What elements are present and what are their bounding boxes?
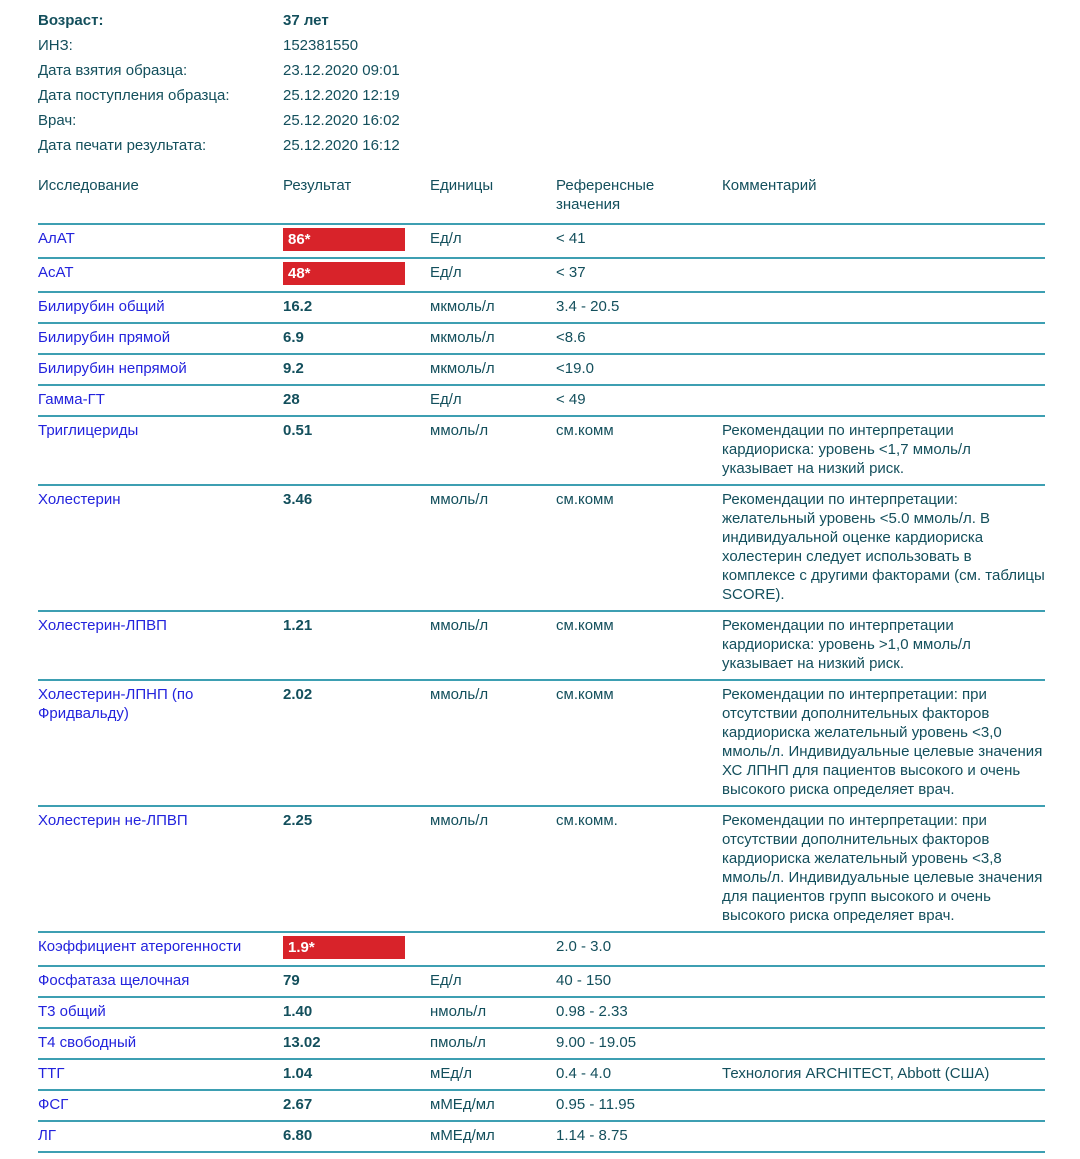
result-value: 1.40 xyxy=(283,1003,313,1020)
table-row xyxy=(38,1059,1045,1090)
test-name-link[interactable]: АлАТ xyxy=(38,230,75,247)
reference-range-cell: 2.0 - 3.0 xyxy=(556,932,722,966)
table-row xyxy=(38,1090,1045,1121)
test-name-link[interactable]: Билирубин общий xyxy=(38,298,165,315)
comment-cell: Технология ARCHITECT, Abbott (США) xyxy=(722,1059,1045,1090)
units-cell: ммоль/л xyxy=(430,611,556,680)
result-value: 1.21 xyxy=(283,617,313,634)
reference-range-cell: см.комм. xyxy=(556,806,722,932)
test-name-cell xyxy=(38,966,283,997)
units-cell: Ед/л xyxy=(430,224,556,258)
comment-cell xyxy=(722,292,1045,323)
table-row xyxy=(38,224,1045,258)
comment-cell xyxy=(722,1121,1045,1152)
table-row xyxy=(38,292,1045,323)
comment-cell xyxy=(722,932,1045,966)
units-cell: мкмоль/л xyxy=(430,354,556,385)
comment-cell xyxy=(722,1090,1045,1121)
result-value: 13.02 xyxy=(283,1034,321,1051)
table-row xyxy=(38,611,1045,680)
patient-field-row xyxy=(38,83,1045,108)
patient-field-value: 25.12.2020 16:12 xyxy=(283,137,400,154)
result-value: 6.9 xyxy=(283,329,304,346)
result-cell xyxy=(283,680,430,806)
patient-field-label: Врач: xyxy=(38,112,77,129)
comment-cell: Рекомендации по интерпретации: при отсутствии дополнительных факторов кардиориска желательный уровень <3,8 ммоль/л. Индивидуальные целевые значения для пациентов групп высокого и очень высокого риска определяет врач. xyxy=(722,806,1045,932)
test-name-link[interactable]: Триглицериды xyxy=(38,422,139,439)
result-cell xyxy=(283,1121,430,1152)
result-value: 2.67 xyxy=(283,1096,313,1113)
comment-cell: Рекомендации по интерпретации кардиориска: уровень <1,7 ммоль/л указывает на низкий риск. xyxy=(722,416,1045,485)
units-cell xyxy=(430,932,556,966)
reference-range-cell: < 37 xyxy=(556,258,722,292)
column-header-test: Исследование xyxy=(38,174,283,224)
test-name-cell xyxy=(38,323,283,354)
test-name-link[interactable]: Билирубин прямой xyxy=(38,329,171,346)
reference-range-cell: 0.98 - 2.33 xyxy=(556,997,722,1028)
reference-range-cell: 40 - 150 xyxy=(556,966,722,997)
result-cell xyxy=(283,258,430,292)
result-value: 28 xyxy=(283,391,300,408)
patient-field-value: 152381550 xyxy=(283,37,359,54)
result-value: 9.2 xyxy=(283,360,304,377)
result-value-flagged: 86* xyxy=(283,228,405,251)
comment-cell xyxy=(722,323,1045,354)
units-cell: ммоль/л xyxy=(430,680,556,806)
units-cell: мМЕд/мл xyxy=(430,1090,556,1121)
test-name-cell xyxy=(38,932,283,966)
test-name-cell xyxy=(38,611,283,680)
patient-field-value: 23.12.2020 09:01 xyxy=(283,62,400,79)
patient-field-row xyxy=(38,58,1045,83)
result-cell xyxy=(283,385,430,416)
test-name-cell xyxy=(38,416,283,485)
comment-cell xyxy=(722,997,1045,1028)
reference-range-cell: <8.6 xyxy=(556,323,722,354)
result-cell xyxy=(283,997,430,1028)
test-name-link[interactable]: Гамма-ГТ xyxy=(38,391,105,408)
test-name-cell xyxy=(38,292,283,323)
comment-cell xyxy=(722,258,1045,292)
test-name-link[interactable]: Т4 свободный xyxy=(38,1034,137,1051)
reference-range-cell: 1.14 - 8.75 xyxy=(556,1121,722,1152)
table-row xyxy=(38,1028,1045,1059)
units-cell: пмоль/л xyxy=(430,1028,556,1059)
units-cell: мкмоль/л xyxy=(430,292,556,323)
reference-range-cell: 0.4 - 4.0 xyxy=(556,1059,722,1090)
table-row xyxy=(38,1121,1045,1152)
results-table-header xyxy=(38,174,1045,224)
table-row xyxy=(38,966,1045,997)
test-name-cell xyxy=(38,997,283,1028)
test-name-cell xyxy=(38,258,283,292)
test-name-link[interactable]: Фосфатаза щелочная xyxy=(38,972,190,989)
result-value: 16.2 xyxy=(283,298,313,315)
result-value: 79 xyxy=(283,972,300,989)
units-cell: мЕд/л xyxy=(430,1059,556,1090)
test-name-link[interactable]: АсАТ xyxy=(38,264,74,281)
test-name-link[interactable]: Холестерин-ЛПНП (по Фридвальду) xyxy=(38,686,194,722)
test-name-link[interactable]: ФСГ xyxy=(38,1096,69,1113)
test-name-link[interactable]: Коэффициент атерогенности xyxy=(38,938,242,955)
result-value: 3.46 xyxy=(283,491,313,508)
test-name-cell xyxy=(38,680,283,806)
result-cell xyxy=(283,323,430,354)
result-cell xyxy=(283,354,430,385)
patient-field-row xyxy=(38,8,1045,33)
result-value: 2.25 xyxy=(283,812,313,829)
result-cell xyxy=(283,1028,430,1059)
comment-cell xyxy=(722,966,1045,997)
reference-range-cell: см.комм xyxy=(556,680,722,806)
reference-range-cell: < 41 xyxy=(556,224,722,258)
result-value-flagged: 48* xyxy=(283,262,405,285)
patient-field-label: Дата взятия образца: xyxy=(38,62,188,79)
units-cell: Ед/л xyxy=(430,966,556,997)
table-row xyxy=(38,354,1045,385)
column-header-comment: Комментарий xyxy=(722,174,1045,224)
result-cell xyxy=(283,485,430,611)
reference-range-cell: 3.4 - 20.5 xyxy=(556,292,722,323)
reference-range-cell: см.комм xyxy=(556,611,722,680)
table-row xyxy=(38,485,1045,611)
units-cell: ммоль/л xyxy=(430,416,556,485)
table-row xyxy=(38,385,1045,416)
comment-cell xyxy=(722,224,1045,258)
units-cell: мМЕд/мл xyxy=(430,1121,556,1152)
table-row xyxy=(38,258,1045,292)
column-header-result: Результат xyxy=(283,174,430,224)
test-name-link[interactable]: Билирубин непрямой xyxy=(38,360,187,377)
test-name-cell xyxy=(38,1090,283,1121)
patient-field-value: 25.12.2020 12:19 xyxy=(283,87,400,104)
patient-field-label: ИНЗ: xyxy=(38,37,73,54)
column-header-units: Единицы xyxy=(430,174,556,224)
reference-range-cell: см.комм xyxy=(556,416,722,485)
test-name-cell xyxy=(38,485,283,611)
patient-field-label: Дата печати результата: xyxy=(38,137,207,154)
test-name-link[interactable]: Т3 общий xyxy=(38,1003,106,1020)
patient-field-row xyxy=(38,108,1045,133)
reference-range-cell: 9.00 - 19.05 xyxy=(556,1028,722,1059)
reference-range-cell: см.комм xyxy=(556,485,722,611)
test-name-cell xyxy=(38,806,283,932)
result-value-flagged: 1.9* xyxy=(283,936,405,959)
patient-field-value: 25.12.2020 16:02 xyxy=(283,112,400,129)
reference-range-cell: <19.0 xyxy=(556,354,722,385)
patient-field-label: Дата поступления образца: xyxy=(38,87,230,104)
table-row xyxy=(38,680,1045,806)
test-name-cell xyxy=(38,385,283,416)
result-cell xyxy=(283,806,430,932)
result-value: 1.04 xyxy=(283,1065,313,1082)
table-row xyxy=(38,806,1045,932)
header-row xyxy=(38,174,1045,224)
reference-range-cell: 0.95 - 11.95 xyxy=(556,1090,722,1121)
result-cell xyxy=(283,932,430,966)
units-cell: нмоль/л xyxy=(430,997,556,1028)
result-value: 6.80 xyxy=(283,1127,313,1144)
result-cell xyxy=(283,416,430,485)
test-name-cell xyxy=(38,1059,283,1090)
test-name-cell xyxy=(38,224,283,258)
units-cell: ммоль/л xyxy=(430,485,556,611)
column-header-reference: Референсные значения xyxy=(556,174,722,224)
test-name-link[interactable]: ЛГ xyxy=(38,1127,56,1144)
result-cell xyxy=(283,292,430,323)
comment-cell: Рекомендации по интерпретации кардиориска: уровень >1,0 ммоль/л указывает на низкий риск. xyxy=(722,611,1045,680)
comment-cell: Рекомендации по интерпретации: желательный уровень <5.0 ммоль/л. В индивидуальной оценке кардиориска холестерин следует использовать в комплексе с другими факторами (см. таблицы SCORE). xyxy=(722,485,1045,611)
patient-field-value: 37 лет xyxy=(283,12,329,29)
test-name-cell xyxy=(38,1028,283,1059)
patient-field-row xyxy=(38,33,1045,58)
test-name-cell xyxy=(38,1121,283,1152)
result-cell xyxy=(283,611,430,680)
result-value: 2.02 xyxy=(283,686,313,703)
table-row xyxy=(38,323,1045,354)
patient-header xyxy=(38,8,1045,158)
results-table xyxy=(38,174,1045,1153)
result-cell xyxy=(283,224,430,258)
comment-cell xyxy=(722,385,1045,416)
test-name-link[interactable]: Холестерин-ЛПВП xyxy=(38,617,167,634)
test-name-link[interactable]: Холестерин не-ЛПВП xyxy=(38,812,188,829)
units-cell: Ед/л xyxy=(430,258,556,292)
test-name-cell xyxy=(38,354,283,385)
patient-field-row xyxy=(38,133,1045,158)
results-table-body xyxy=(38,224,1045,1152)
test-name-link[interactable]: Холестерин xyxy=(38,491,121,508)
result-cell xyxy=(283,1090,430,1121)
comment-cell xyxy=(722,354,1045,385)
result-cell xyxy=(283,1059,430,1090)
test-name-link[interactable]: ТТГ xyxy=(38,1065,65,1082)
table-row xyxy=(38,932,1045,966)
comment-cell: Рекомендации по интерпретации: при отсутствии дополнительных факторов кардиориска желательный уровень <3,0 ммоль/л. Индивидуальные целевые значения ХС ЛПНП для пациентов высокого и очень высокого риска определяет врач. xyxy=(722,680,1045,806)
patient-field-label: Возраст: xyxy=(38,12,104,29)
units-cell: мкмоль/л xyxy=(430,323,556,354)
table-row xyxy=(38,416,1045,485)
result-cell xyxy=(283,966,430,997)
comment-cell xyxy=(722,1028,1045,1059)
table-row xyxy=(38,997,1045,1028)
units-cell: ммоль/л xyxy=(430,806,556,932)
units-cell: Ед/л xyxy=(430,385,556,416)
reference-range-cell: < 49 xyxy=(556,385,722,416)
result-value: 0.51 xyxy=(283,422,313,439)
